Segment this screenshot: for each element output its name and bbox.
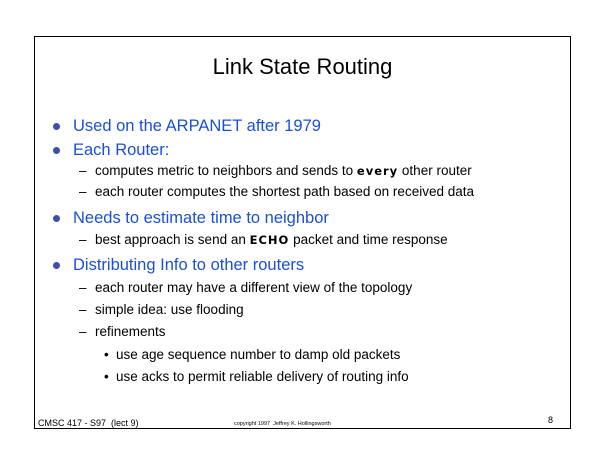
sub-item-text: simple idea: use flooding (95, 302, 244, 317)
sub-item-different-view (79, 280, 412, 295)
bullet-dot-icon (53, 147, 60, 154)
bullet-marker: • (104, 347, 109, 362)
emphasis-every: every (356, 164, 399, 178)
dash-marker: – (79, 280, 87, 295)
bullet-dot-icon (53, 123, 60, 130)
bullet-text: Used on the ARPANET after 1979 (73, 117, 321, 135)
sub-item-flooding (79, 302, 244, 317)
sub-item-text: computes metric to neighbors and sends to (95, 163, 357, 178)
sub-item-computes-metric (79, 163, 472, 178)
sub-item-text: packet and time response (289, 232, 448, 247)
subsub-item-text: use age sequence number to damp old packets (116, 347, 401, 362)
bullet-distributing (53, 256, 304, 275)
emphasis-echo: ECHO (249, 233, 290, 247)
subsub-item-text: use acks to permit reliable delivery of routing info (116, 369, 409, 384)
dash-marker: – (79, 163, 87, 178)
dash-marker: – (79, 302, 87, 317)
slide-title: Link State Routing (212, 54, 393, 79)
bullet-dot-icon (53, 262, 60, 269)
bullet-estimate-time (53, 209, 329, 228)
sub-item-text: refinements (95, 324, 166, 339)
sub-item-text: other router (398, 163, 472, 178)
sub-item-text: best approach is send an (95, 232, 250, 247)
dash-marker: – (79, 232, 87, 247)
bullet-each-router (53, 141, 169, 160)
dash-marker: – (79, 184, 87, 199)
sub-item-refinements (79, 324, 166, 339)
bullet-marker: • (104, 369, 109, 384)
subsub-item-acks (104, 369, 409, 384)
bullet-dot-icon (53, 215, 60, 222)
footer-copyright: copyright 1997 Jeffrey K. Hollingsworth (234, 421, 331, 427)
bullet-text: Distributing Info to other routers (73, 256, 305, 274)
dash-marker: – (79, 324, 87, 339)
bullet-arpanet (53, 117, 321, 136)
footer-course: CMSC 417 - S97 (lect 9) (38, 418, 139, 428)
sub-item-echo (79, 232, 448, 247)
bullet-text: Needs to estimate time to neighbor (73, 209, 329, 227)
sub-item-text: each router may have a different view of the topology (95, 280, 413, 295)
page-number: 8 (548, 415, 554, 425)
sub-item-shortest-path (79, 184, 474, 199)
bullet-text: Each Router: (73, 141, 170, 159)
sub-item-text: each router computes the shortest path based on received data (95, 184, 474, 199)
subsub-item-age-sequence (104, 347, 400, 362)
